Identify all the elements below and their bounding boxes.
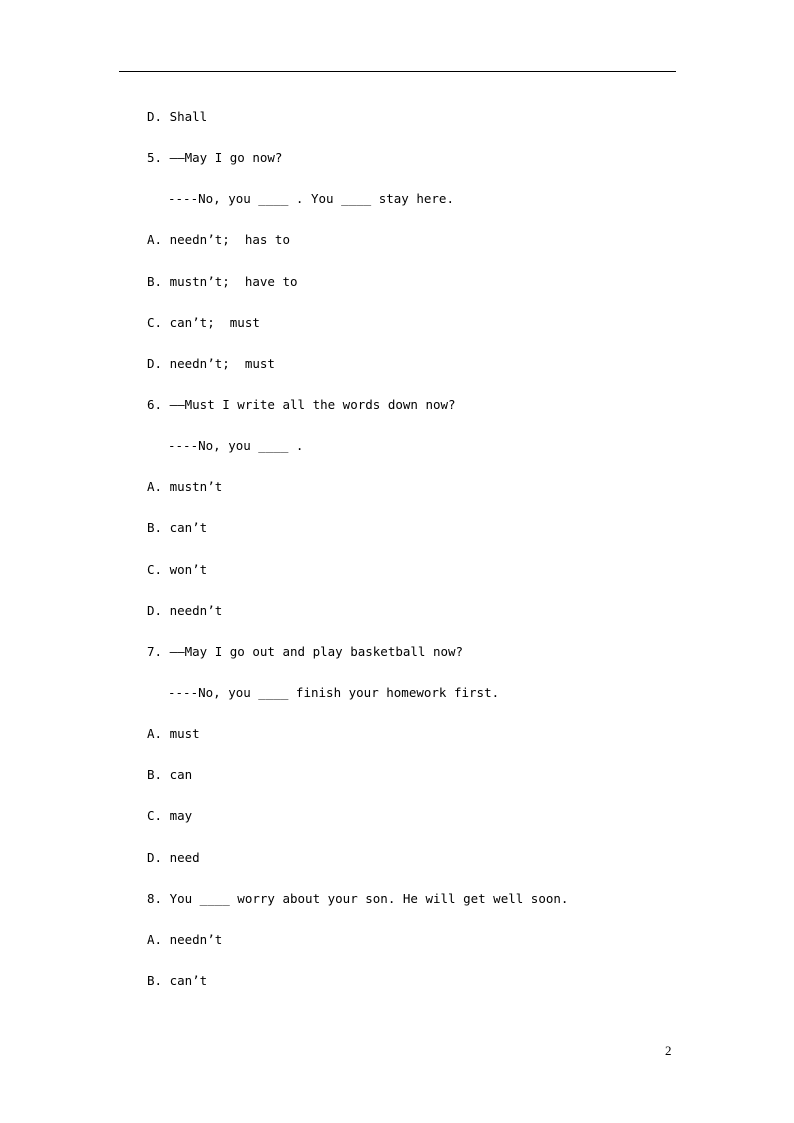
option-line: B. mustn’t; have to: [147, 273, 298, 289]
option-line: C. may: [147, 808, 193, 824]
dialogue-line: ----No, you ____ . You ____ stay here.: [168, 191, 454, 207]
option-line: C. can’t; must: [147, 314, 260, 330]
question-5-line: 5. ——May I go now?: [147, 150, 283, 166]
question-content: [147, 107, 687, 1012]
option-line: D. need: [147, 849, 200, 865]
option-line: D. Shall: [147, 109, 208, 124]
dialogue-line: ----No, you ____ .: [168, 438, 304, 454]
question-8-line: 8. You ____ worry about your son. He will get well soon.: [147, 890, 569, 906]
dialogue-line: ----No, you ____ finish your homework first.: [168, 684, 500, 700]
question-6-line: 6. ——Must I write all the words down now?: [147, 396, 456, 412]
page-number: 2: [665, 1043, 672, 1058]
option-line: A. must: [147, 726, 200, 742]
option-line: D. needn’t; must: [147, 355, 275, 371]
option-line: A. needn’t; has to: [147, 232, 290, 248]
option-line: B. can’t: [147, 972, 208, 988]
option-line: B. can: [147, 767, 193, 783]
option-line: A. mustn’t: [147, 479, 223, 495]
option-line: C. won’t: [147, 561, 208, 577]
option-line: D. needn’t: [147, 602, 223, 618]
question-7-line: 7. ——May I go out and play basketball now?: [147, 643, 464, 659]
header-rule: [119, 71, 676, 72]
option-line: B. can’t: [147, 520, 208, 536]
option-line: A. needn’t: [147, 931, 223, 947]
